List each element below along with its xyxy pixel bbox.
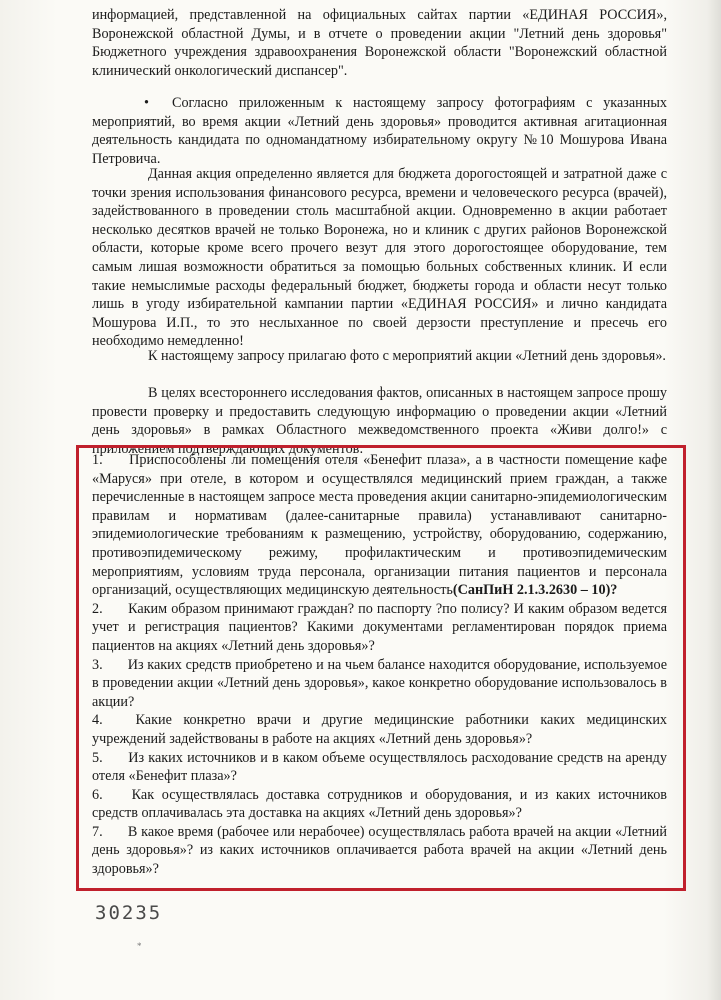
question-item-2 [92,600,667,656]
question-text: Из каких источников и в каком объеме осуществлялось расходование средств на аренду отеля «Бенефит плаза»? [92,749,667,785]
question-item-1 [92,451,667,600]
question-number: 2. [92,600,103,617]
question-text: Из каких средств приобретено и на чьем балансе находится оборудование, используемое в проведении акции «Летний день здоровья», какое конкретно оборудование использовалось в акции? [92,656,668,710]
question-item-7 [92,823,667,879]
question-number: 1. [92,452,103,468]
scan-edge-shadow [707,0,721,1000]
question-item-4 [92,711,667,748]
bullet-paragraph [92,94,667,168]
bullet-marker: • [144,95,149,111]
scan-mark: * [137,941,142,951]
question-list [92,451,667,879]
question-text: В какое время (рабочее или нерабочее) осуществлялась работа врачей на акции «Летний день здоровья»? из каких источников оплачивается работа врачей на акции «Летний день здоровья»? [92,823,667,878]
question-number: 5. [92,749,103,766]
question-bold-reference: (СанПиН 2.1.3.2630 – 10)? [452,582,618,599]
paragraph-cost-text: Данная акция определенно является для бюджета дорогостоящей и затратной даже с точки зрения использования финансового ресурса, времени и человеческого ресурса (врачей), задействованного в проведении столь масштабной акции. Одновременно в акции работает несколько десятков врачей не только Воронежа, но и клиник с других районов Воронежской области, которые кроме всего прочего везут для этого дорогостоящее оборудование, тем самым лишая возможности обратиться за помощью больных собственных клиник. И если такие немыслимые расходы федеральный бюджет, бюджеты города и области несут только лишь в угоду избирательной кампании партии «ЕДИНАЯ РОССИЯ» и лично кандидата Мошурова И.П., то это неслыханное по своей дерзости преступление и пресечь его необходимо немедленно! [92,166,667,350]
registration-number-stamp: 30235 [95,902,163,924]
intro-paragraph [92,6,667,80]
question-text: Каким образом принимают граждан? по паспорту ?по полису? И каким образом ведется учет и регистрация пациентов? Какими документами регламентирован порядок приема пациентов на акциях «Летний день здоровья»? [92,600,668,654]
paragraph-photos-text: К настоящему запросу прилагаю фото с мероприятий акции «Летний день здоровья». [148,348,666,364]
question-number: 3. [92,656,103,673]
bullet-text: Согласно приложенным к настоящему запросу фотографиям с указанных мероприятий, во время акции «Летний день здоровья» проводится активная агитационная деятельность кандидата по одномандатному избирательному округу №10 Мошурова Ивана Петровича. [92,95,667,167]
paragraph-photos [92,347,667,366]
paragraph-cost [92,165,667,351]
question-text: Какие конкретно врачи и другие медицинские работники каких медицинских учреждений задействованы в работе на акциях «Летний день здоровья»? [92,712,668,747]
question-text: Приспособлены ли помещения отеля «Бенефит плаза», а в частности помещение кафе «Маруся» при отеле, в котором и осуществлялся медицинский прием граждан, а также перечисленные в настоящем запросе места проведения акции санитарно-эпидемиологическим правилам и нормативам (далее-санитарные правила) устанавливают санитарно-эпидемиологические требованиям к размещению, устройству, оборудованию, содержанию, противоэпидемическому режиму, профилактическим и противоэпидемическим мероприятиям, условиям труда персонала, организации питания пациентов и персонала организаций, осуществляющих медицинскую деятельность [92,452,667,599]
question-number: 7. [92,823,103,840]
question-text: Как осуществлялась доставка сотрудников и оборудования, и из каких источников средств оплачивалась эта доставка на акциях «Летний день здоровья»? [92,786,667,822]
paragraph-request-text: В целях всестороннего исследования фактов, описанных в настоящем запросе прошу провести проверку и предоставить следующую информацию о проведении акции «Летний день здоровья» в рамках Областного межведомственного проекта «Живи долго!» с приложением подтверждающих документов: [92,385,667,457]
question-item-3 [92,656,667,712]
question-item-6 [92,786,667,823]
question-number: 6. [92,786,103,803]
question-item-5 [92,749,667,786]
intro-text: информацией, представленной на официальных сайтах партии «ЕДИНАЯ РОССИЯ», Воронежской областной Думы, и в отчете о проведении акции "Летний день здоровья" Бюджетного учреждения здравоохранения Воронежской области "Воронежский областной клинический онкологический диспансер". [92,7,667,79]
question-number: 4. [92,712,103,729]
